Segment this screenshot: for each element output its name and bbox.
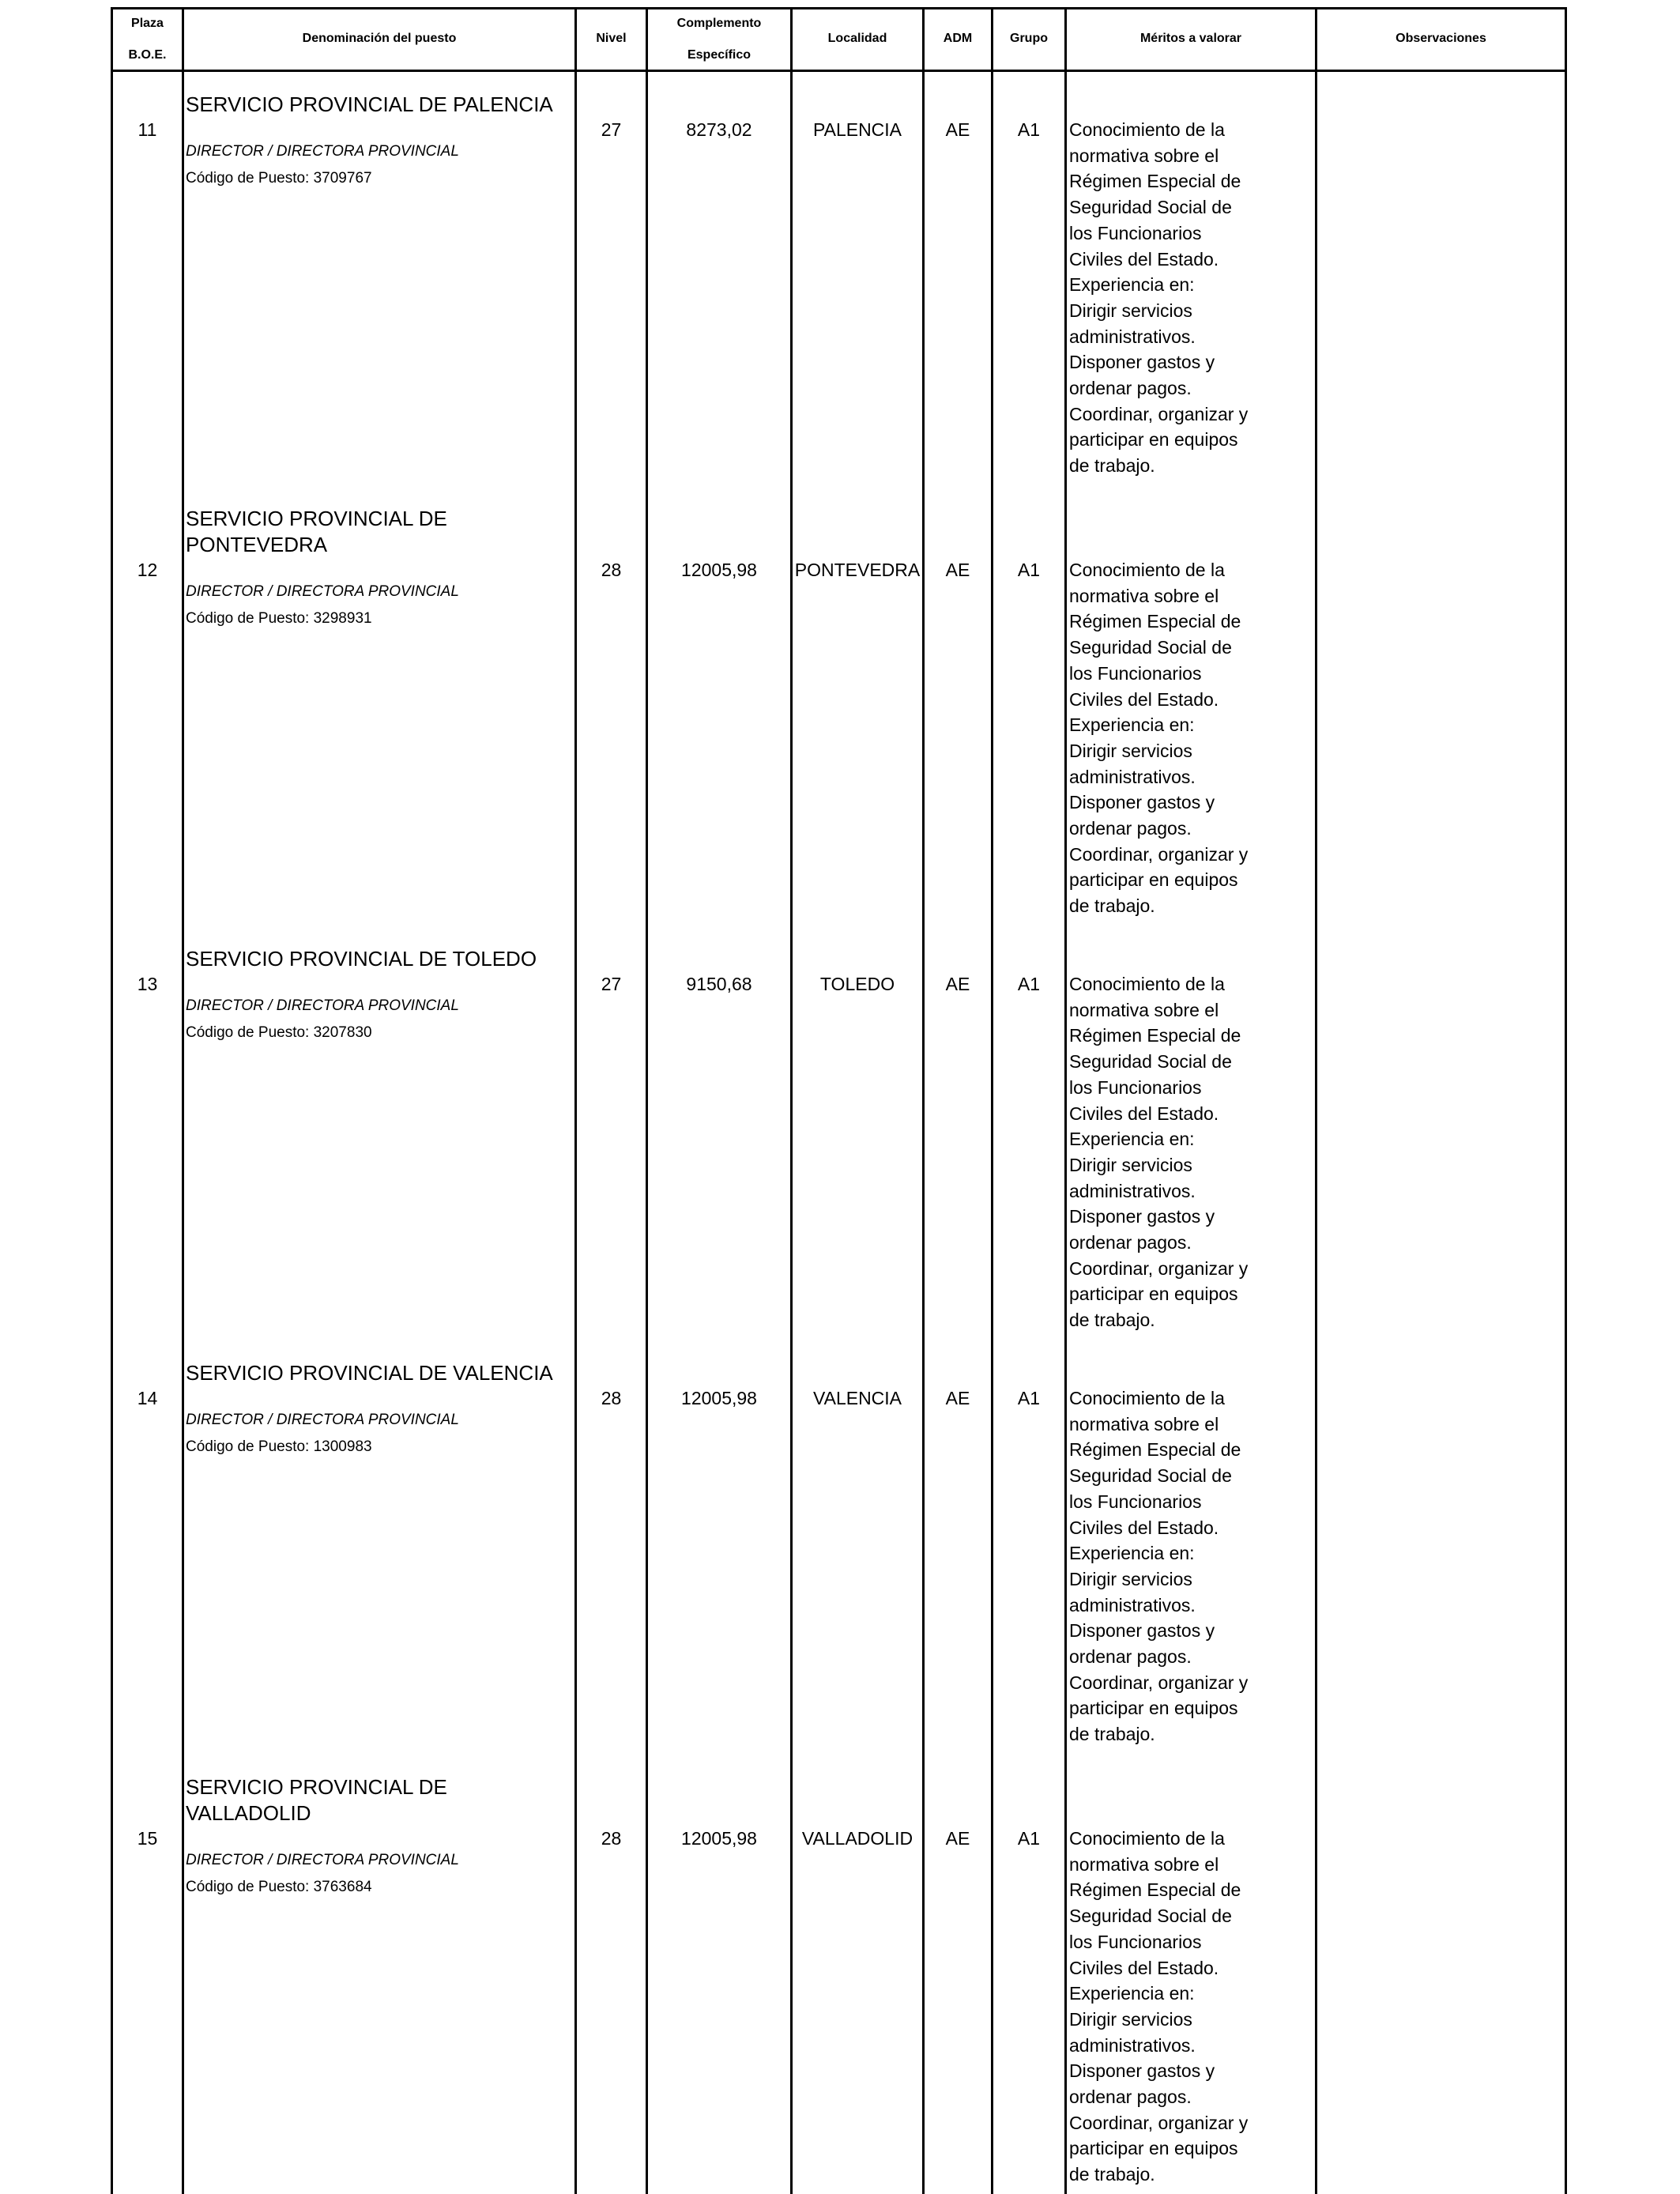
merit-line: participar en equipos bbox=[1069, 2138, 1238, 2159]
merit-line: normativa sobre el bbox=[1069, 585, 1219, 606]
merit-line: administrativos. bbox=[1069, 1594, 1196, 1615]
grupo-value: A1 bbox=[1017, 560, 1041, 580]
column-divider bbox=[790, 7, 793, 2194]
merit-line: Experiencia en: bbox=[1069, 714, 1195, 736]
merit-line: Disponer gastos y bbox=[1069, 792, 1215, 813]
merit-line: de trabajo. bbox=[1069, 1724, 1155, 1745]
merit-line: ordenar pagos. bbox=[1069, 818, 1192, 839]
merit-line: Seguridad Social de bbox=[1069, 1051, 1232, 1072]
header-denominacion: Denominación del puesto bbox=[302, 32, 457, 45]
meritos-text bbox=[1069, 1826, 1290, 2188]
merit-line: Civiles del Estado. bbox=[1069, 248, 1219, 270]
column-divider bbox=[1315, 7, 1317, 2194]
nivel-value: 28 bbox=[601, 1828, 622, 1849]
column-divider bbox=[991, 7, 993, 2194]
adm-value: AE bbox=[945, 1388, 970, 1408]
merit-line: Coordinar, organizar y bbox=[1069, 403, 1249, 424]
localidad-value: VALLADOLID bbox=[801, 1828, 913, 1849]
merit-line: Civiles del Estado. bbox=[1069, 1103, 1219, 1124]
header-meritos: Méritos a valorar bbox=[1139, 32, 1242, 45]
merit-line: normativa sobre el bbox=[1069, 145, 1219, 166]
merit-line: Disponer gastos y bbox=[1069, 352, 1215, 373]
nivel-value: 28 bbox=[601, 560, 622, 580]
complemento-value: 12005,98 bbox=[681, 1828, 757, 1849]
nivel-value: 27 bbox=[601, 974, 622, 994]
header-complemento-line1: Complemento bbox=[676, 17, 762, 30]
merit-line: ordenar pagos. bbox=[1069, 1646, 1192, 1668]
merit-line: Experiencia en: bbox=[1069, 274, 1195, 296]
meritos-text bbox=[1069, 117, 1290, 479]
merit-line: normativa sobre el bbox=[1069, 999, 1219, 1020]
merit-line: Dirigir servicios bbox=[1069, 300, 1192, 321]
nivel-value: 28 bbox=[601, 1388, 622, 1408]
merit-line: participar en equipos bbox=[1069, 1698, 1238, 1719]
complemento-value: 9150,68 bbox=[686, 974, 752, 994]
complemento-value: 12005,98 bbox=[681, 560, 757, 580]
grupo-value: A1 bbox=[1017, 119, 1041, 140]
plaza-number: 12 bbox=[137, 560, 158, 580]
merit-line: administrativos. bbox=[1069, 1180, 1196, 1201]
merit-line: los Funcionarios bbox=[1069, 1931, 1202, 1952]
adm-value: AE bbox=[945, 1828, 970, 1849]
codigo-puesto: Código de Puesto: 3709767 bbox=[186, 170, 372, 187]
merit-line: Dirigir servicios bbox=[1069, 1154, 1192, 1175]
column-divider bbox=[1064, 7, 1067, 2194]
localidad-value: PONTEVEDRA bbox=[794, 560, 921, 580]
table-top-border bbox=[111, 7, 1567, 9]
puesto-name: DIRECTOR / DIRECTORA PROVINCIAL bbox=[186, 583, 459, 600]
header-observaciones: Observaciones bbox=[1396, 32, 1486, 45]
merit-line: ordenar pagos. bbox=[1069, 1232, 1192, 1253]
merit-line: administrativos. bbox=[1069, 766, 1196, 787]
column-divider bbox=[574, 7, 577, 2194]
puesto-name: DIRECTOR / DIRECTORA PROVINCIAL bbox=[186, 1412, 459, 1428]
plaza-number: 13 bbox=[137, 974, 158, 994]
merit-line: Dirigir servicios bbox=[1069, 2008, 1192, 2030]
plaza-number: 15 bbox=[137, 1828, 158, 1849]
merit-line: los Funcionarios bbox=[1069, 1076, 1202, 1098]
codigo-puesto: Código de Puesto: 3298931 bbox=[186, 610, 372, 627]
merit-line: Seguridad Social de bbox=[1069, 197, 1232, 218]
unidad-name: SERVICIO PROVINCIAL DE TOLEDO bbox=[186, 947, 537, 971]
merit-line: participar en equipos bbox=[1069, 429, 1238, 450]
merit-line: Coordinar, organizar y bbox=[1069, 2112, 1249, 2133]
plaza-number: 14 bbox=[137, 1388, 158, 1408]
column-divider bbox=[922, 7, 925, 2194]
localidad-value: PALENCIA bbox=[812, 119, 902, 140]
merit-line: Conocimiento de la bbox=[1069, 119, 1225, 140]
complemento-value: 8273,02 bbox=[686, 119, 752, 140]
merit-line: de trabajo. bbox=[1069, 455, 1155, 477]
adm-value: AE bbox=[945, 119, 970, 140]
unidad-name: SERVICIO PROVINCIAL DE PONTEVEDRA bbox=[186, 507, 447, 556]
merit-line: administrativos. bbox=[1069, 326, 1196, 347]
merit-line: Experiencia en: bbox=[1069, 1543, 1195, 1564]
meritos-text bbox=[1069, 971, 1290, 1333]
merit-line: Dirigir servicios bbox=[1069, 1568, 1192, 1589]
merit-line: normativa sobre el bbox=[1069, 1413, 1219, 1434]
unidad-name: SERVICIO PROVINCIAL DE VALLADOLID bbox=[186, 1775, 447, 1825]
unidad-name: SERVICIO PROVINCIAL DE PALENCIA bbox=[186, 92, 553, 116]
merit-line: Conocimiento de la bbox=[1069, 1828, 1225, 1849]
merit-line: administrativos. bbox=[1069, 2034, 1196, 2056]
merit-line: Régimen Especial de bbox=[1069, 1439, 1241, 1461]
header-bottom-border bbox=[111, 70, 1567, 72]
meritos-text bbox=[1069, 1385, 1290, 1747]
codigo-puesto: Código de Puesto: 1300983 bbox=[186, 1438, 372, 1455]
merit-line: Seguridad Social de bbox=[1069, 1465, 1232, 1487]
merit-line: Conocimiento de la bbox=[1069, 974, 1225, 994]
codigo-puesto: Código de Puesto: 3207830 bbox=[186, 1024, 372, 1041]
column-divider bbox=[111, 7, 113, 2194]
puesto-name: DIRECTOR / DIRECTORA PROVINCIAL bbox=[186, 143, 459, 160]
merit-line: ordenar pagos. bbox=[1069, 378, 1192, 399]
merit-line: Régimen Especial de bbox=[1069, 1879, 1241, 1901]
codigo-puesto: Código de Puesto: 3763684 bbox=[186, 1879, 372, 1895]
header-localidad: Localidad bbox=[827, 32, 887, 45]
merit-line: los Funcionarios bbox=[1069, 662, 1202, 684]
merit-line: Disponer gastos y bbox=[1069, 2060, 1215, 2082]
merit-line: Seguridad Social de bbox=[1069, 637, 1232, 658]
plaza-number: 11 bbox=[137, 119, 157, 140]
merit-line: de trabajo. bbox=[1069, 2164, 1155, 2185]
merit-line: Experiencia en: bbox=[1069, 1983, 1195, 2004]
merit-line: Conocimiento de la bbox=[1069, 1388, 1225, 1408]
merit-line: Régimen Especial de bbox=[1069, 1025, 1241, 1046]
merit-line: los Funcionarios bbox=[1069, 1491, 1202, 1512]
header-adm: ADM bbox=[943, 32, 973, 45]
grupo-value: A1 bbox=[1017, 1388, 1041, 1408]
merit-line: normativa sobre el bbox=[1069, 1853, 1219, 1875]
localidad-value: VALENCIA bbox=[812, 1388, 902, 1408]
header-complemento-line2: Específico bbox=[687, 48, 751, 62]
merit-line: de trabajo. bbox=[1069, 895, 1155, 917]
column-divider bbox=[182, 7, 184, 2194]
merit-line: Seguridad Social de bbox=[1069, 1906, 1232, 1927]
merit-line: participar en equipos bbox=[1069, 869, 1238, 891]
merit-line: Civiles del Estado. bbox=[1069, 688, 1219, 710]
merit-line: Disponer gastos y bbox=[1069, 1206, 1215, 1227]
unidad-name: SERVICIO PROVINCIAL DE VALENCIA bbox=[186, 1361, 553, 1385]
localidad-value: TOLEDO bbox=[819, 974, 895, 994]
header-grupo: Grupo bbox=[1010, 32, 1048, 45]
merit-line: Coordinar, organizar y bbox=[1069, 843, 1249, 865]
header-nivel: Nivel bbox=[596, 32, 627, 45]
puesto-name: DIRECTOR / DIRECTORA PROVINCIAL bbox=[186, 997, 459, 1014]
adm-value: AE bbox=[945, 560, 970, 580]
merit-line: Dirigir servicios bbox=[1069, 740, 1192, 761]
merit-line: los Funcionarios bbox=[1069, 222, 1202, 243]
column-divider bbox=[1565, 7, 1567, 2194]
merit-line: Conocimiento de la bbox=[1069, 560, 1225, 580]
puesto-name: DIRECTOR / DIRECTORA PROVINCIAL bbox=[186, 1852, 459, 1868]
merit-line: Experiencia en: bbox=[1069, 1129, 1195, 1150]
merit-line: Régimen Especial de bbox=[1069, 171, 1241, 192]
merit-line: Régimen Especial de bbox=[1069, 611, 1241, 632]
meritos-text bbox=[1069, 557, 1290, 919]
merit-line: Civiles del Estado. bbox=[1069, 1517, 1219, 1538]
adm-value: AE bbox=[945, 974, 970, 994]
merit-line: participar en equipos bbox=[1069, 1284, 1238, 1305]
merit-line: Coordinar, organizar y bbox=[1069, 1672, 1249, 1693]
merit-line: ordenar pagos. bbox=[1069, 2087, 1192, 2108]
merit-line: Disponer gastos y bbox=[1069, 1620, 1215, 1642]
grupo-value: A1 bbox=[1017, 974, 1041, 994]
nivel-value: 27 bbox=[601, 119, 622, 140]
complemento-value: 12005,98 bbox=[681, 1388, 757, 1408]
merit-line: Civiles del Estado. bbox=[1069, 1957, 1219, 1978]
header-plaza-line1: Plaza bbox=[131, 17, 164, 30]
merit-line: de trabajo. bbox=[1069, 1310, 1155, 1331]
merit-line: Coordinar, organizar y bbox=[1069, 1257, 1249, 1279]
column-divider bbox=[646, 7, 648, 2194]
header-plaza-line2: B.O.E. bbox=[128, 48, 167, 62]
grupo-value: A1 bbox=[1017, 1828, 1041, 1849]
